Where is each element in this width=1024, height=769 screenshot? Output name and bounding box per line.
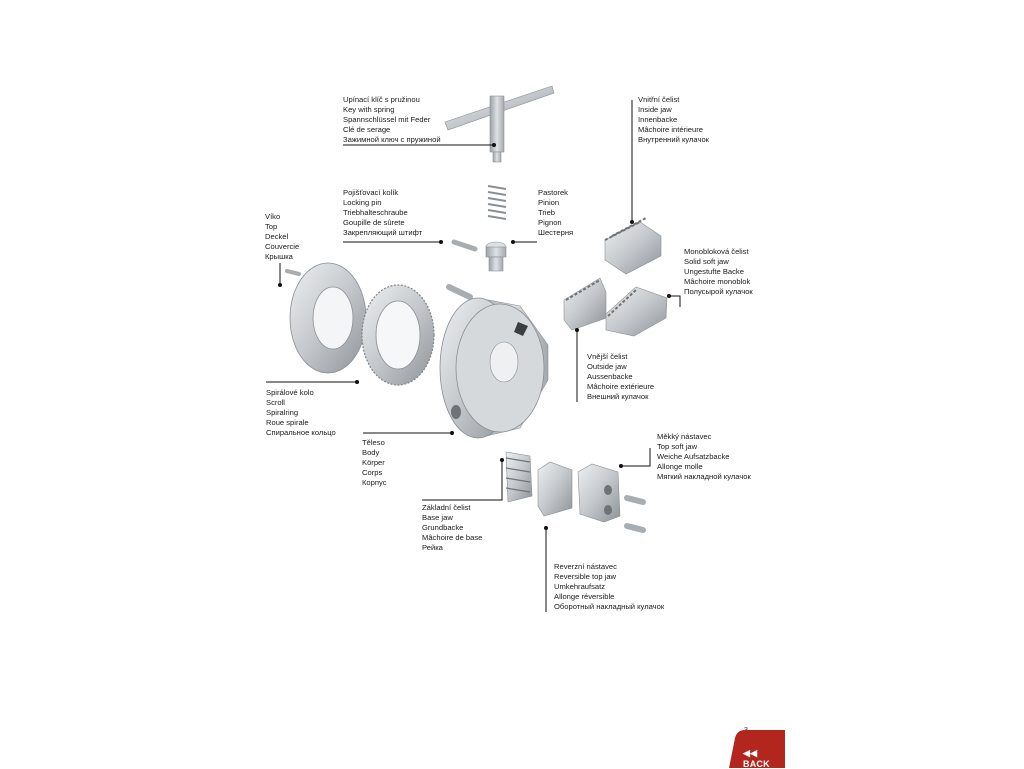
label-top-soft-jaw: Měkký nástavec Top soft jaw Weiche Aufsatzbacke Allonge molle Мягкий накладной кулачок [657, 432, 751, 481]
rewind-icon: ◀◀ [743, 748, 758, 758]
leader-outside-jaw-dot [575, 328, 579, 332]
label-base-jaw: Základní čelist Base jaw Grundbacke Mâchoire de base Рейка [422, 503, 483, 552]
leader-inside-jaw-dot [630, 220, 634, 224]
leader-solid-soft-jaw-dot [667, 294, 671, 298]
leader-key-dot [492, 143, 496, 147]
solid-soft-jaw-part [606, 287, 667, 336]
back-button[interactable] [729, 730, 785, 768]
label-solid-soft-jaw: Monobloková čelist Solid soft jaw Ungestufte Backe Mâchoire monoblok Полусырой кулачок [684, 247, 753, 296]
back-label-group [743, 748, 785, 769]
label-outside-jaw: Vnější čelist Outside jaw Aussenbacke Mâchoire extérieure Внешний кулачок [587, 352, 655, 401]
label-body: Těleso Body Körper Corps Корпус [362, 438, 387, 487]
label-inside-jaw: Vnitřní čelist Inside jaw Innenbacke Mâchoire intérieure Внутренний кулачок [638, 95, 709, 144]
base-jaw-part [506, 452, 532, 502]
leader-solid-soft-jaw [669, 296, 680, 307]
leader-pinion-dot [511, 240, 515, 244]
reversible-top-jaw-part [538, 462, 572, 516]
scroll-part [362, 285, 434, 385]
leader-top-soft-jaw [621, 448, 650, 466]
body-part [440, 298, 548, 438]
label-pinion: Pastorek Pinion Trieb Pignon Шестерня [538, 188, 574, 237]
label-locking-pin: Pojišťovací kolík Locking pin Triebhalteschraube Goupille de sûrete Закрепляющий штифт [343, 188, 423, 237]
inside-jaw-part [605, 218, 661, 274]
leader-locking-pin-dot [439, 240, 443, 244]
label-reversible-top-jaw: Reverzní nástavec Reversible top jaw Umkehraufsatz Allonge réversible Оборотный накладный кулачок [554, 562, 665, 611]
leader-top-soft-jaw-dot [619, 464, 623, 468]
label-scroll: Spirálové kolo Scroll Spiralring Roue spirale Спиральное кольцо [266, 388, 336, 437]
cover-part [290, 263, 366, 373]
pinion-part [486, 242, 506, 271]
leader-body-dot [450, 431, 454, 435]
outside-jaw-part [564, 278, 606, 330]
leader-cover-dot [278, 283, 282, 287]
label-key-with-spring: Upínací klíč s pružinou Key with spring Spannschlüssel mit Feder Clé de serage Зажимной ключ с пружиной [343, 95, 441, 144]
leader-reversible-top-jaw-dot [544, 526, 548, 530]
back-label: BACK [743, 759, 770, 769]
leader-base-jaw-dot [500, 458, 504, 462]
label-cover: Víko Top Deckel Couvercie Крышка [265, 212, 300, 261]
leader-base-jaw [422, 460, 502, 500]
top-soft-jaw-part [578, 464, 643, 530]
leader-scroll-dot [355, 380, 359, 384]
